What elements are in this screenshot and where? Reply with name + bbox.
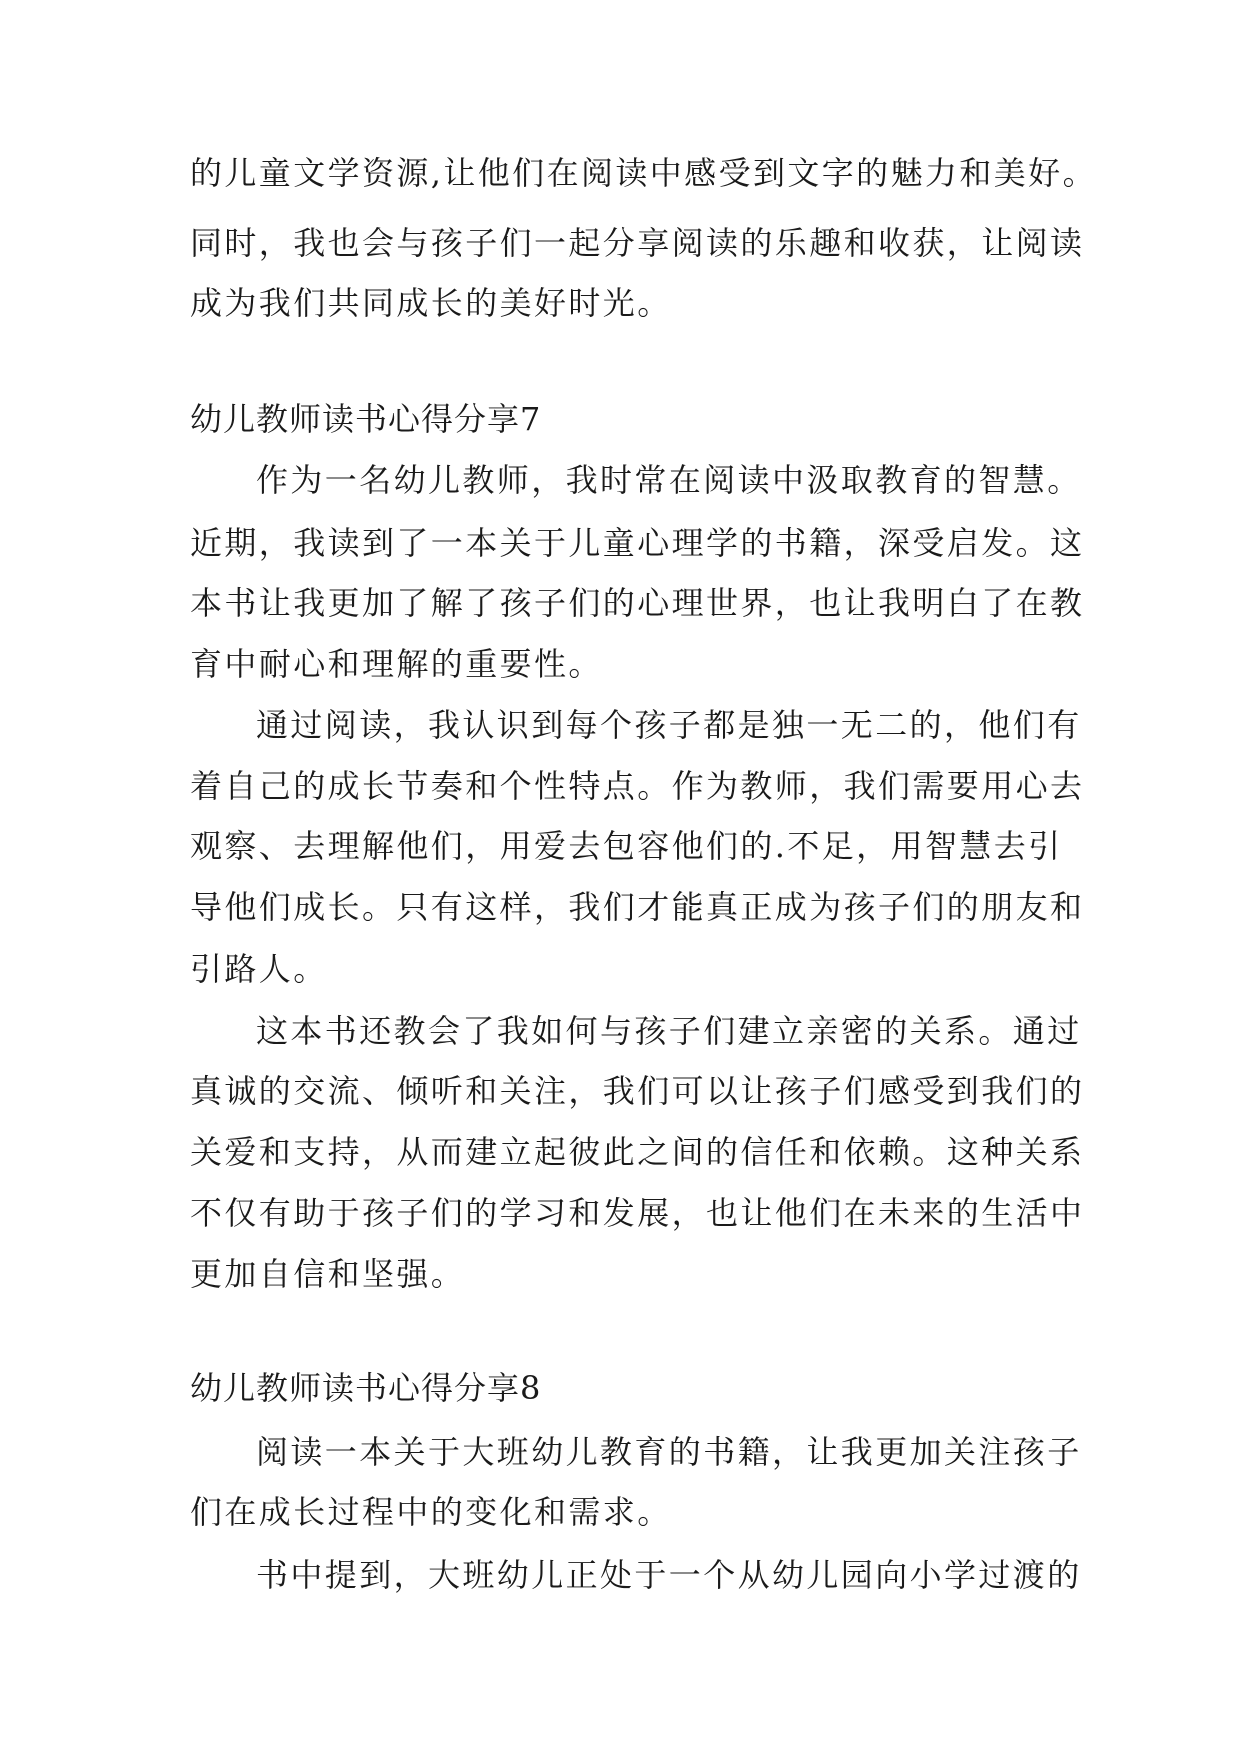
text-line: 阅读一本关于大班幼儿教育的书籍，让我更加关注孩子 xyxy=(256,1433,1082,1471)
text-line: 导他们成长。只有这样，我们才能真正成为孩子们的朋友和 xyxy=(190,888,1085,926)
text-line: 着自己的成长节奏和个性特点。作为教师，我们需要用心去 xyxy=(190,767,1085,805)
text-line: 关爱和支持，从而建立起彼此之间的信任和依赖。这种关系 xyxy=(190,1133,1085,1171)
section-7-heading: 幼儿教师读书心得分享7 xyxy=(190,400,542,438)
text-line: 近期，我读到了一本关于儿童心理学的书籍，深受启发。这 xyxy=(190,524,1085,562)
text-line: 本书让我更加了解了孩子们的心理世界，也让我明白了在教 xyxy=(190,584,1085,622)
text-line: 引路人。 xyxy=(190,950,328,988)
text-line: 育中耐心和理解的重要性。 xyxy=(190,645,603,683)
text-line: 通过阅读，我认识到每个孩子都是独一无二的，他们有 xyxy=(256,706,1082,744)
text-line: 同时，我也会与孩子们一起分享阅读的乐趣和收获，让阅读 xyxy=(190,224,1085,262)
text-line: 真诚的交流、倾听和关注，我们可以让孩子们感受到我们的 xyxy=(190,1072,1085,1110)
text-line: 更加自信和坚强。 xyxy=(190,1255,466,1293)
text-line: 不仅有助于孩子们的学习和发展，也让他们在未来的生活中 xyxy=(190,1194,1085,1232)
text-line: 们在成长过程中的变化和需求。 xyxy=(190,1493,672,1531)
text-line: 作为一名幼儿教师，我时常在阅读中汲取教育的智慧。 xyxy=(256,461,1082,499)
text-line: 观察、去理解他们，用爱去包容他们的.不足，用智慧去引 xyxy=(190,827,1063,865)
section-8-heading: 幼儿教师读书心得分享8 xyxy=(190,1369,542,1407)
text-line: 的儿童文学资源,让他们在阅读中感受到文字的魅力和美好。 xyxy=(190,154,1097,192)
text-line: 书中提到，大班幼儿正处于一个从幼儿园向小学过渡的 xyxy=(256,1556,1082,1594)
text-line: 这本书还教会了我如何与孩子们建立亲密的关系。通过 xyxy=(256,1012,1082,1050)
text-line: 成为我们共同成长的美好时光。 xyxy=(190,284,672,322)
